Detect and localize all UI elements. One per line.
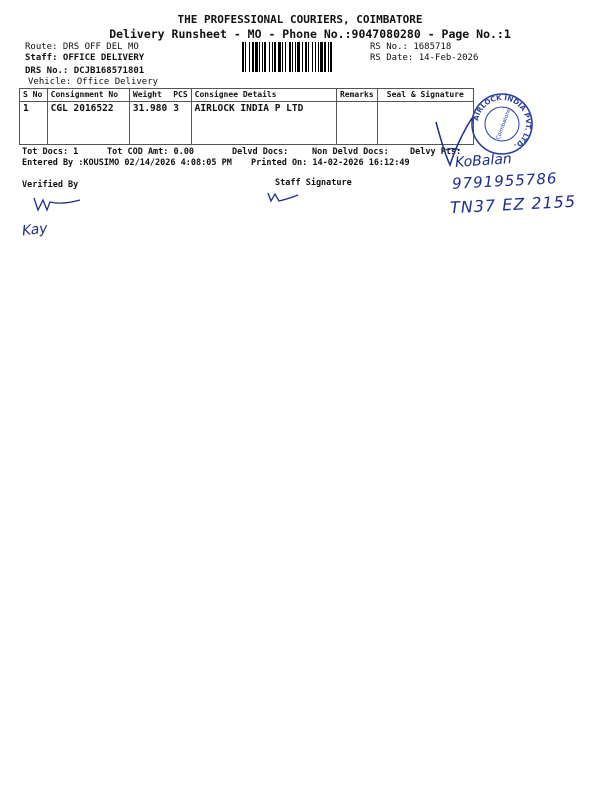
- verified-signature: [34, 198, 80, 210]
- non-delvd-docs: Non Delvd Docs:: [312, 147, 389, 157]
- delvd-docs: Delvd Docs:: [232, 147, 289, 157]
- stamp-ring-text: AIRLOCK INDIA PVT. LTD.: [472, 93, 533, 151]
- handwritten-initials: Kay: [21, 220, 49, 240]
- col-weight: Weight: [129, 89, 170, 102]
- col-seal: Seal & Signature: [377, 89, 473, 102]
- rs-number: RS No.: 1685718: [370, 42, 452, 52]
- drs-number: DRS No.: DCJB168571801: [25, 66, 145, 76]
- delvy-pts: Delvy Pts:: [410, 147, 462, 157]
- handwritten-name: KoBalan: [454, 151, 513, 171]
- tot-docs: Tot Docs: 1: [22, 147, 79, 157]
- cell-sno: 1: [20, 102, 48, 145]
- printed-on: Printed On: 14-02-2026 16:12:49: [251, 158, 410, 168]
- col-pcs: PCS: [170, 89, 191, 102]
- col-consignment: Consignment No: [47, 89, 129, 102]
- cell-pcs: 3: [170, 102, 191, 145]
- rs-date: RS Date: 14-Feb-2026: [370, 53, 479, 63]
- verified-by-label: Verified By: [22, 180, 79, 190]
- col-consignee: Consignee Details: [191, 89, 336, 102]
- staff-signature-mark: [268, 193, 298, 201]
- col-sno: S No: [20, 89, 48, 102]
- delvy-pts-scribble: [446, 149, 460, 151]
- handwritten-phone: 9791955786: [451, 169, 558, 193]
- cell-consignment: CGL 2016522: [47, 102, 129, 145]
- company-title: THE PROFESSIONAL COURIERS, COIMBATORE: [177, 13, 423, 26]
- col-remarks: Remarks: [336, 89, 377, 102]
- cell-weight: 31.980: [129, 102, 170, 145]
- runsheet-subtitle: Delivery Runsheet - MO - Phone No.:9047080280 - Page No.:1: [109, 27, 511, 41]
- staff-signature-label: Staff Signature: [275, 178, 352, 188]
- stamp-city: Coimbatore: [495, 108, 513, 141]
- handwriting-marks: [0, 0, 600, 260]
- handwritten-vehicle: TN37 EZ 2155: [449, 191, 577, 218]
- entered-by: Entered By :KOUSIMO 02/14/2026 4:08:05 PM: [22, 158, 232, 168]
- route-label: Route: DRS OFF DEL MO: [25, 42, 139, 52]
- staff-label: Staff: OFFICE DELIVERY: [25, 53, 145, 63]
- cell-consignee: AIRLOCK INDIA P LTD: [191, 102, 336, 145]
- vehicle-label: Vehicle: Office Delivery: [28, 77, 159, 87]
- tot-cod: Tot COD Amt: 0.00: [107, 147, 194, 157]
